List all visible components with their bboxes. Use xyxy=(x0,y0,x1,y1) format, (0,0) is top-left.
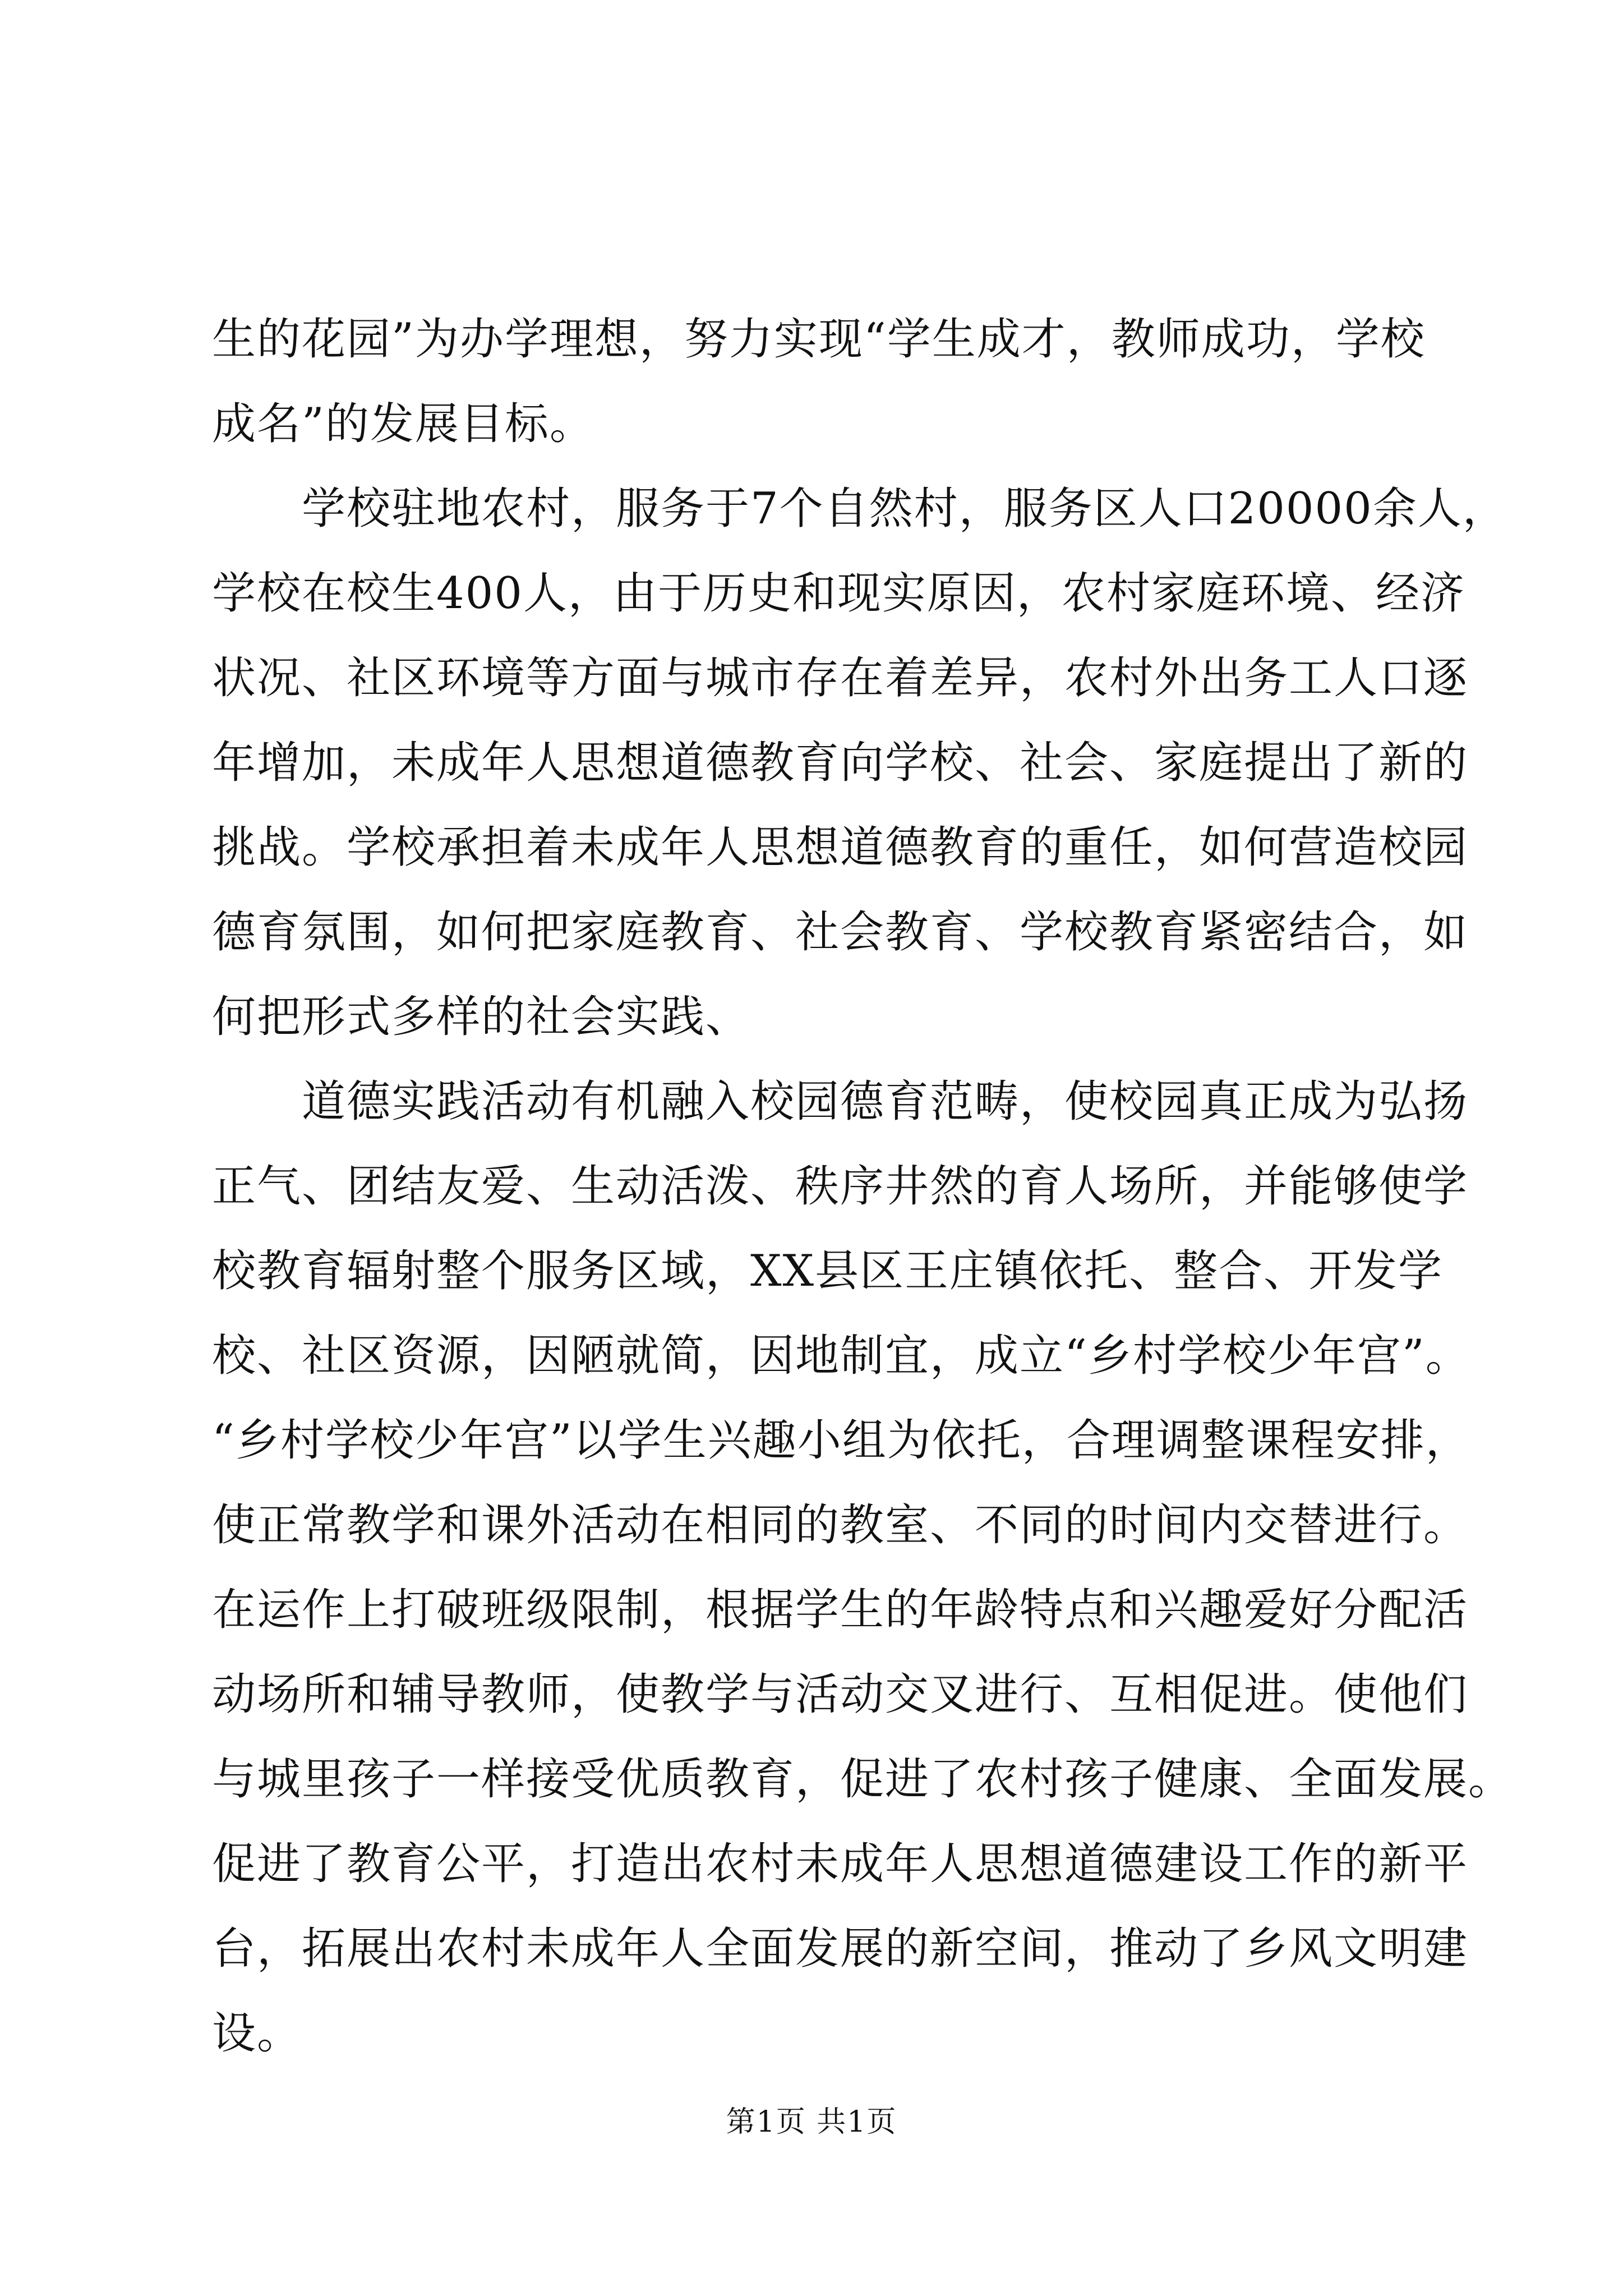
text-line: 道德实践活动有机融入校园德育范畴，使校园真正成为弘扬 xyxy=(212,1076,1469,1127)
text-line: 年增加，未成年人思想道德教育向学校、社会、家庭提出了新的 xyxy=(212,738,1469,788)
text-line: 校、社区资源，因陋就简，因地制宜，成立“乡村学校少年宫”。 xyxy=(212,1331,1470,1381)
text-line: “乡村学校少年宫”以学生兴趣小组为依托，合理调整课程安排， xyxy=(212,1415,1470,1466)
text-line: 学校驻地农村，服务于7个自然村，服务区人口20000余人， xyxy=(212,484,1507,534)
text-line: 设。 xyxy=(212,2008,302,2059)
page-number-label: 第1页 共1页 xyxy=(726,2105,897,2139)
text-line: 校教育辐射整个服务区域，XX县区王庄镇依托、整合、开发学 xyxy=(212,1246,1444,1296)
text-line: 正气、团结友爱、生动活泼、秩序井然的育人场所，并能够使学 xyxy=(212,1161,1469,1212)
text-line: 动场所和辅导教师，使教学与活动交叉进行、互相促进。使他们 xyxy=(212,1669,1469,1720)
text-line: 状况、社区环境等方面与城市存在着差异，农村外出务工人口逐 xyxy=(212,653,1469,703)
text-line: 台，拓展出农村未成年人全面发展的新空间，推动了乡风文明建 xyxy=(212,1924,1469,1974)
text-line: 与城里孩子一样接受优质教育，促进了农村孩子健康、全面发展。 xyxy=(212,1754,1514,1805)
text-line: 德育氛围，如何把家庭教育、社会教育、学校教育紧密结合，如 xyxy=(212,907,1469,958)
text-line: 成名”的发展目标。 xyxy=(212,399,594,449)
text-line: 使正常教学和课外活动在相同的教室、不同的时间内交替进行。 xyxy=(212,1500,1469,1550)
text-line: 促进了教育公平，打造出农村未成年人思想道德建设工作的新平 xyxy=(212,1839,1469,1889)
text-line: 生的花园”为办学理想，努力实现“学生成才，教师成功，学校 xyxy=(212,314,1426,365)
text-line: 在运作上打破班级限制，根据学生的年龄特点和兴趣爱好分配活 xyxy=(212,1585,1469,1635)
text-line: 学校在校生400人，由于历史和现实原因，农村家庭环境、经济 xyxy=(212,568,1465,619)
document-body xyxy=(212,297,1514,2076)
page-footer xyxy=(0,2102,1623,2142)
text-line: 挑战。学校承担着未成年人思想道德教育的重任，如何营造校园 xyxy=(212,822,1469,873)
text-line: 何把形式多样的社会实践、 xyxy=(212,992,751,1042)
